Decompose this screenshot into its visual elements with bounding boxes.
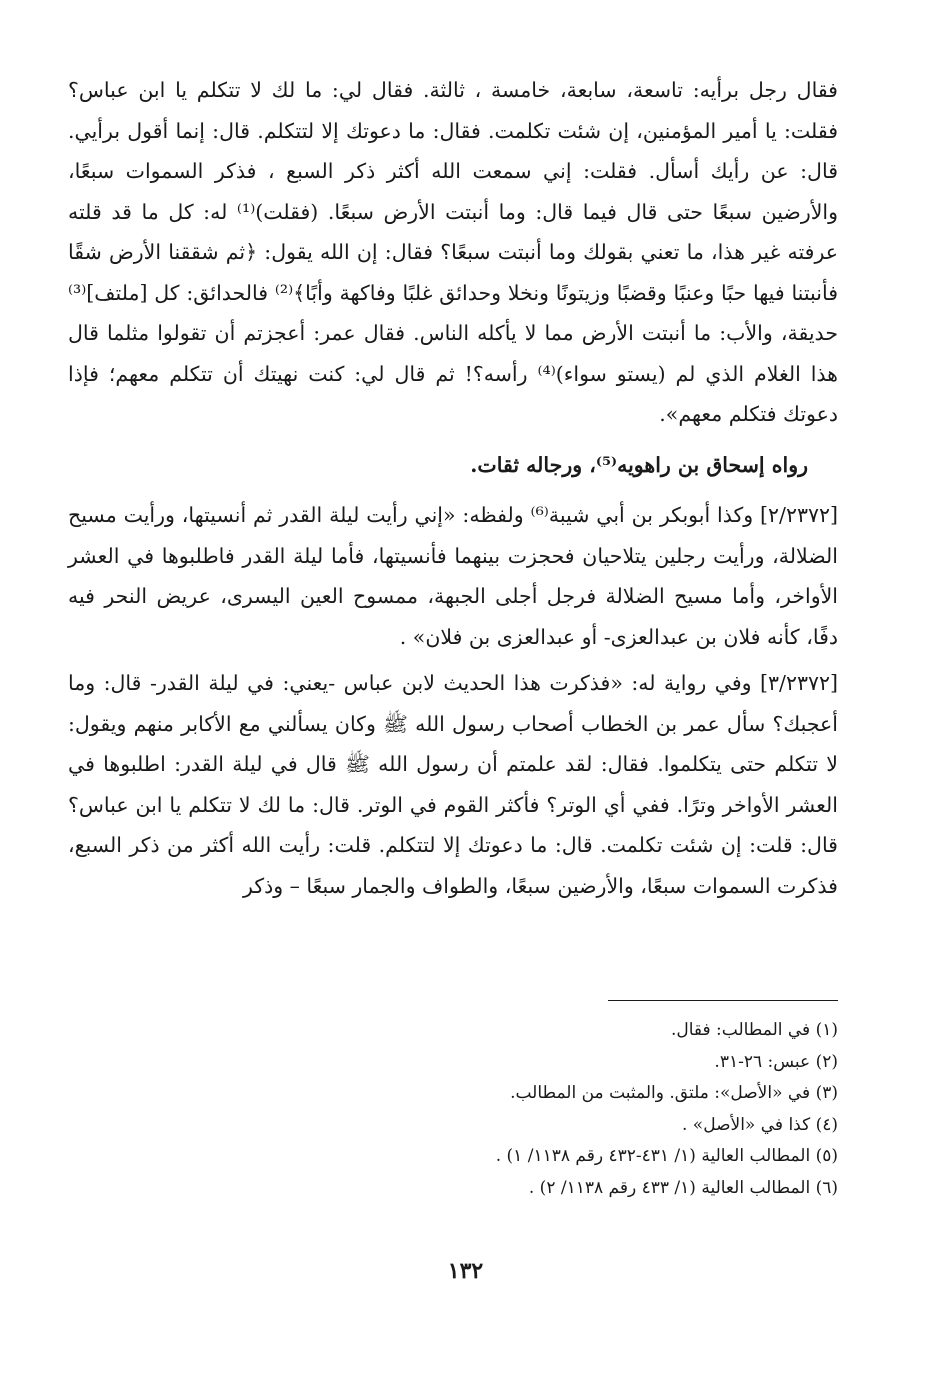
footnote-3: (٣) في «الأصل»: ملتق. والمثبت من المطالب. xyxy=(510,1083,838,1103)
page-number: ١٣٢ xyxy=(447,1258,484,1284)
footnote-6: (٦) المطالب العالية (١/ ٤٣٣ رقم ١١٣٨/ ٢) . xyxy=(528,1177,838,1198)
paragraph-narrator-note: رواه إسحاق بن راهويه⁽⁵⁾، ورجاله ثقات. xyxy=(470,452,808,477)
footnote-4: (٤) كذا في «الأصل» . xyxy=(682,1114,838,1135)
paragraph-hadith-2372-3: [٣/٢٣٧٢] وفي رواية له: «فذكرت هذا الحديث لابن عباس -يعني: في ليلة القدر- قال: وما أعجبك؟ سأل عمر بن الخطاب أصحاب رسول الله ﷺ وكان يسألني مع الأكابر منهم ويقول: لا تتكلم حتى يتكلموا. فقال: لقد علمتم أن رسول الله ﷺ قال في ليلة القدر: اطلبوها في العشر الأواخر وترًا. ففي أي الوتر؟ فأكثر القوم في الوتر. قال: ما لك لا تتكلم يا ابن عباس؟ قال: قلت: إن شئت تكلمت. قال: ما دعوتك إلا لتتكلم. قلت: رأيت الله أكثر من ذكر السبع، فذكرت السموات سبعًا، والأرضين سبعًا، والطواف والجمار سبعًا – وذكر xyxy=(68,671,838,898)
main-text xyxy=(68,70,838,906)
footnote-2: (٢) عبس: ٢٦-٣١. xyxy=(714,1051,838,1072)
paragraph-hadith-2372-2: [٢/٢٣٧٢] وكذا أبوبكر بن أبي شيبة⁽⁶⁾ ولفظه: «إني رأيت ليلة القدر ثم أنسيتها، ورأيت مسيح الضلالة، ورأيت رجلين يتلاحيان فحجزت بينهما فأنسيتها، فأما ليلة القدر فاطلبوها في العشر الأواخر، وأما مسيح الضلالة فرجل أجلى الجبهة، ممسوح العين اليسرى، عريض النحر فيه دفًا، كأنه فلان بن عبدالعزى- أو عبدالعزى بن فلان» . xyxy=(68,503,838,649)
footnote-1: (١) في المطالب: فقال. xyxy=(670,1020,838,1040)
footnote-5: (٥) المطالب العالية (١/ ٤٣١-٤٣٢ رقم ١١٣٨/ ١) . xyxy=(495,1146,838,1166)
paragraph-hadith-continuation: فقال رجل برأيه: تاسعة، سابعة، خامسة ، ثالثة. فقال لي: ما لك لا تتكلم يا ابن عباس؟ فقلت: يا أمير المؤمنين، إن شئت تكلمت. فقال: ما دعوتك إلا لتتكلم. قال: إنما أقول برأيي. قال: عن رأيك أسأل. فقلت: إني سمعت الله أكثر ذكر السبع ، فذكر السموات سبعًا، والأرضين سبعًا حتى قال فيما قال: وما أنبتت الأرض سبعًا. (فقلت)⁽¹⁾ له: كل ما قد قلته عرفته غير هذا، ما تعني بقولك وما أنبتت سبعًا؟ فقال: إن الله يقول: ﴿ثم شققنا الأرض شقًا فأنبتنا فيها حبًا وعنبًا وقضبًا وزيتونًا ونخلا وحدائق غلبًا وفاكهة وأبًا﴾⁽²⁾ فالحدائق: كل [ملتف]⁽³⁾ حديقة، والأب: ما أنبتت الأرض مما لا يأكله الناس. فقال عمر: أعجزتم أن تقولوا مثلما قال هذا الغلام الذي لم (يستو سواء)⁽⁴⁾ رأسه؟! ثم قال لي: كنت نهيتك أن تتكلم معهم؛ فإذا دعوتك فتكلم معهم». xyxy=(68,78,838,426)
footnote-separator xyxy=(608,1000,838,1001)
footnotes xyxy=(68,1015,838,1204)
